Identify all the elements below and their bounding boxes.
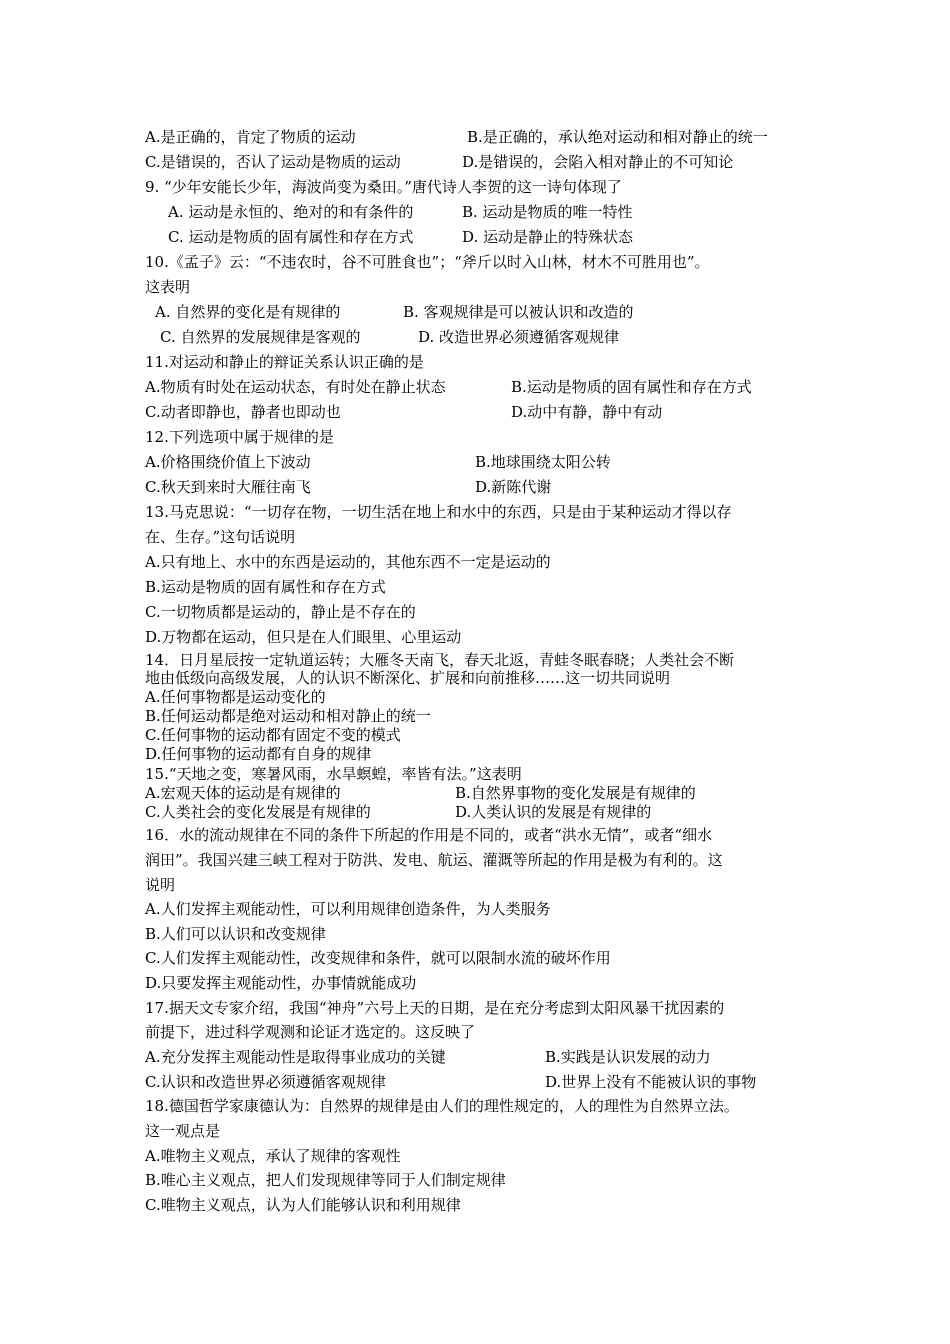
text-line: 前提下，进过科学观测和论证才选定的。这反映了: [145, 1023, 476, 1041]
text-line: A. 自然界的变化是有规律的: [155, 303, 341, 321]
text-line: 说明: [145, 876, 176, 894]
text-line: B.地球围绕太阳公转: [475, 453, 611, 471]
text-line: 17.据天文专家介绍，我国“神舟”六号上天的日期，是在充分考虑到太阳风暴干扰因素的: [145, 999, 725, 1017]
text-line: B. 客观规律是可以被认识和改造的: [403, 303, 634, 321]
text-line: A.任何事物都是运动变化的: [145, 688, 326, 706]
text-line: 12.下列选项中属于规律的是: [145, 428, 334, 446]
text-line: C.人们发挥主观能动性，改变规律和条件，就可以限制水流的破坏作用: [145, 949, 611, 967]
text-line: C.秋天到来时大雁往南飞: [145, 478, 311, 496]
text-line: D.是错误的，会陷入相对静止的不可知论: [462, 153, 734, 171]
text-line: A.只有地上、水中的东西是运动的，其他东西不一定是运动的: [145, 553, 551, 571]
text-line: B.任何运动都是绝对运动和相对静止的统一: [145, 707, 431, 725]
text-line: B.实践是认识发展的动力: [545, 1048, 711, 1066]
text-line: A.是正确的，肯定了物质的运动: [145, 128, 356, 146]
text-line: B. 运动是物质的唯一特性: [462, 203, 633, 221]
text-line: C.一切物质都是运动的，静止是不存在的: [145, 603, 416, 621]
text-line: B.唯心主义观点，把人们发现规律等同于人们制定规律: [145, 1171, 506, 1189]
text-line: D.任何事物的运动都有自身的规律: [145, 745, 372, 763]
text-line: 15.“天地之变，寒暑风雨，水旱螟蝗，率皆有法。”这表明: [145, 765, 522, 783]
text-line: D.万物都在运动，但只是在人们眼里、心里运动: [145, 628, 462, 646]
text-line: D.新陈代谢: [475, 478, 552, 496]
text-line: C.是错误的，否认了运动是物质的运动: [145, 153, 401, 171]
text-line: D. 运动是静止的特殊状态: [462, 228, 634, 246]
text-line: 10.《孟子》云：“不违农时，谷不可胜食也”；“斧斤以时入山林，材木不可胜用也”。: [145, 253, 710, 271]
text-line: C. 自然界的发展规律是客观的: [160, 328, 361, 346]
text-line: A.价格围绕价值上下波动: [145, 453, 311, 471]
text-line: C.认识和改造世界必须遵循客观规律: [145, 1073, 386, 1091]
text-line: A.人们发挥主观能动性，可以利用规律创造条件，为人类服务: [145, 900, 551, 918]
text-line: 14．日月星辰按一定轨道运转；大雁冬天南飞，春天北返，青蛙冬眠春晓；人类社会不断: [145, 651, 735, 669]
text-line: C.任何事物的运动都有固定不变的模式: [145, 726, 401, 744]
text-line: B.自然界事物的变化发展是有规律的: [455, 784, 696, 802]
text-line: A.宏观天体的运动是有规律的: [145, 784, 341, 802]
text-line: B.是正确的，承认绝对运动和相对静止的统一: [467, 128, 768, 146]
text-line: 这一观点是: [145, 1122, 221, 1140]
text-line: 18.德国哲学家康德认为：自然界的规律是由人们的理性规定的，人的理性为自然界立法。: [145, 1097, 739, 1115]
text-line: 在、生存。”这句话说明: [145, 528, 296, 546]
text-line: C.动者即静也，静者也即动也: [145, 403, 341, 421]
text-line: 16．水的流动规律在不同的条件下所起的作用是不同的，或者“洪水无情”，或者“细水: [145, 826, 713, 844]
text-line: 13.马克思说：“一切存在物，一切生活在地上和水中的东西，只是由于某种运动才得以存: [145, 503, 732, 521]
text-line: 这表明: [145, 278, 191, 296]
text-line: C. 运动是物质的固有属性和存在方式: [168, 228, 414, 246]
text-line: B.人们可以认识和改变规律: [145, 925, 326, 943]
text-line: B.运动是物质的固有属性和存在方式: [511, 378, 752, 396]
text-line: A. 运动是永恒的、绝对的和有条件的: [168, 203, 414, 221]
text-line: A.充分发挥主观能动性是取得事业成功的关键: [145, 1048, 446, 1066]
text-line: D. 改造世界必须遵循客观规律: [418, 328, 620, 346]
text-line: A.物质有时处在运动状态，有时处在静止状态: [145, 378, 446, 396]
text-line: D.只要发挥主观能动性，办事情就能成功: [145, 974, 417, 992]
text-line: 地由低级向高级发展，人的认识不断深化、扩展和向前推移……这一切共同说明: [145, 669, 671, 687]
text-line: A.唯物主义观点，承认了规律的客观性: [145, 1147, 401, 1165]
text-line: 润田”。我国兴建三峡工程对于防洪、发电、航运、灌溉等所起的作用是极为有利的。这: [145, 851, 723, 869]
text-line: 11.对运动和静止的辩证关系认识正确的是: [145, 353, 424, 371]
text-line: C.唯物主义观点，认为人们能够认识和利用规律: [145, 1196, 461, 1214]
text-line: D.人类认识的发展是有规律的: [455, 803, 652, 821]
text-line: D.动中有静，静中有动: [511, 403, 663, 421]
text-line: D.世界上没有不能被认识的事物: [545, 1073, 757, 1091]
text-line: C.人类社会的变化发展是有规律的: [145, 803, 371, 821]
text-line: B.运动是物质的固有属性和存在方式: [145, 578, 386, 596]
text-line: 9. “少年安能长少年，海波尚变为桑田。”唐代诗人李贺的这一诗句体现了: [145, 178, 622, 196]
